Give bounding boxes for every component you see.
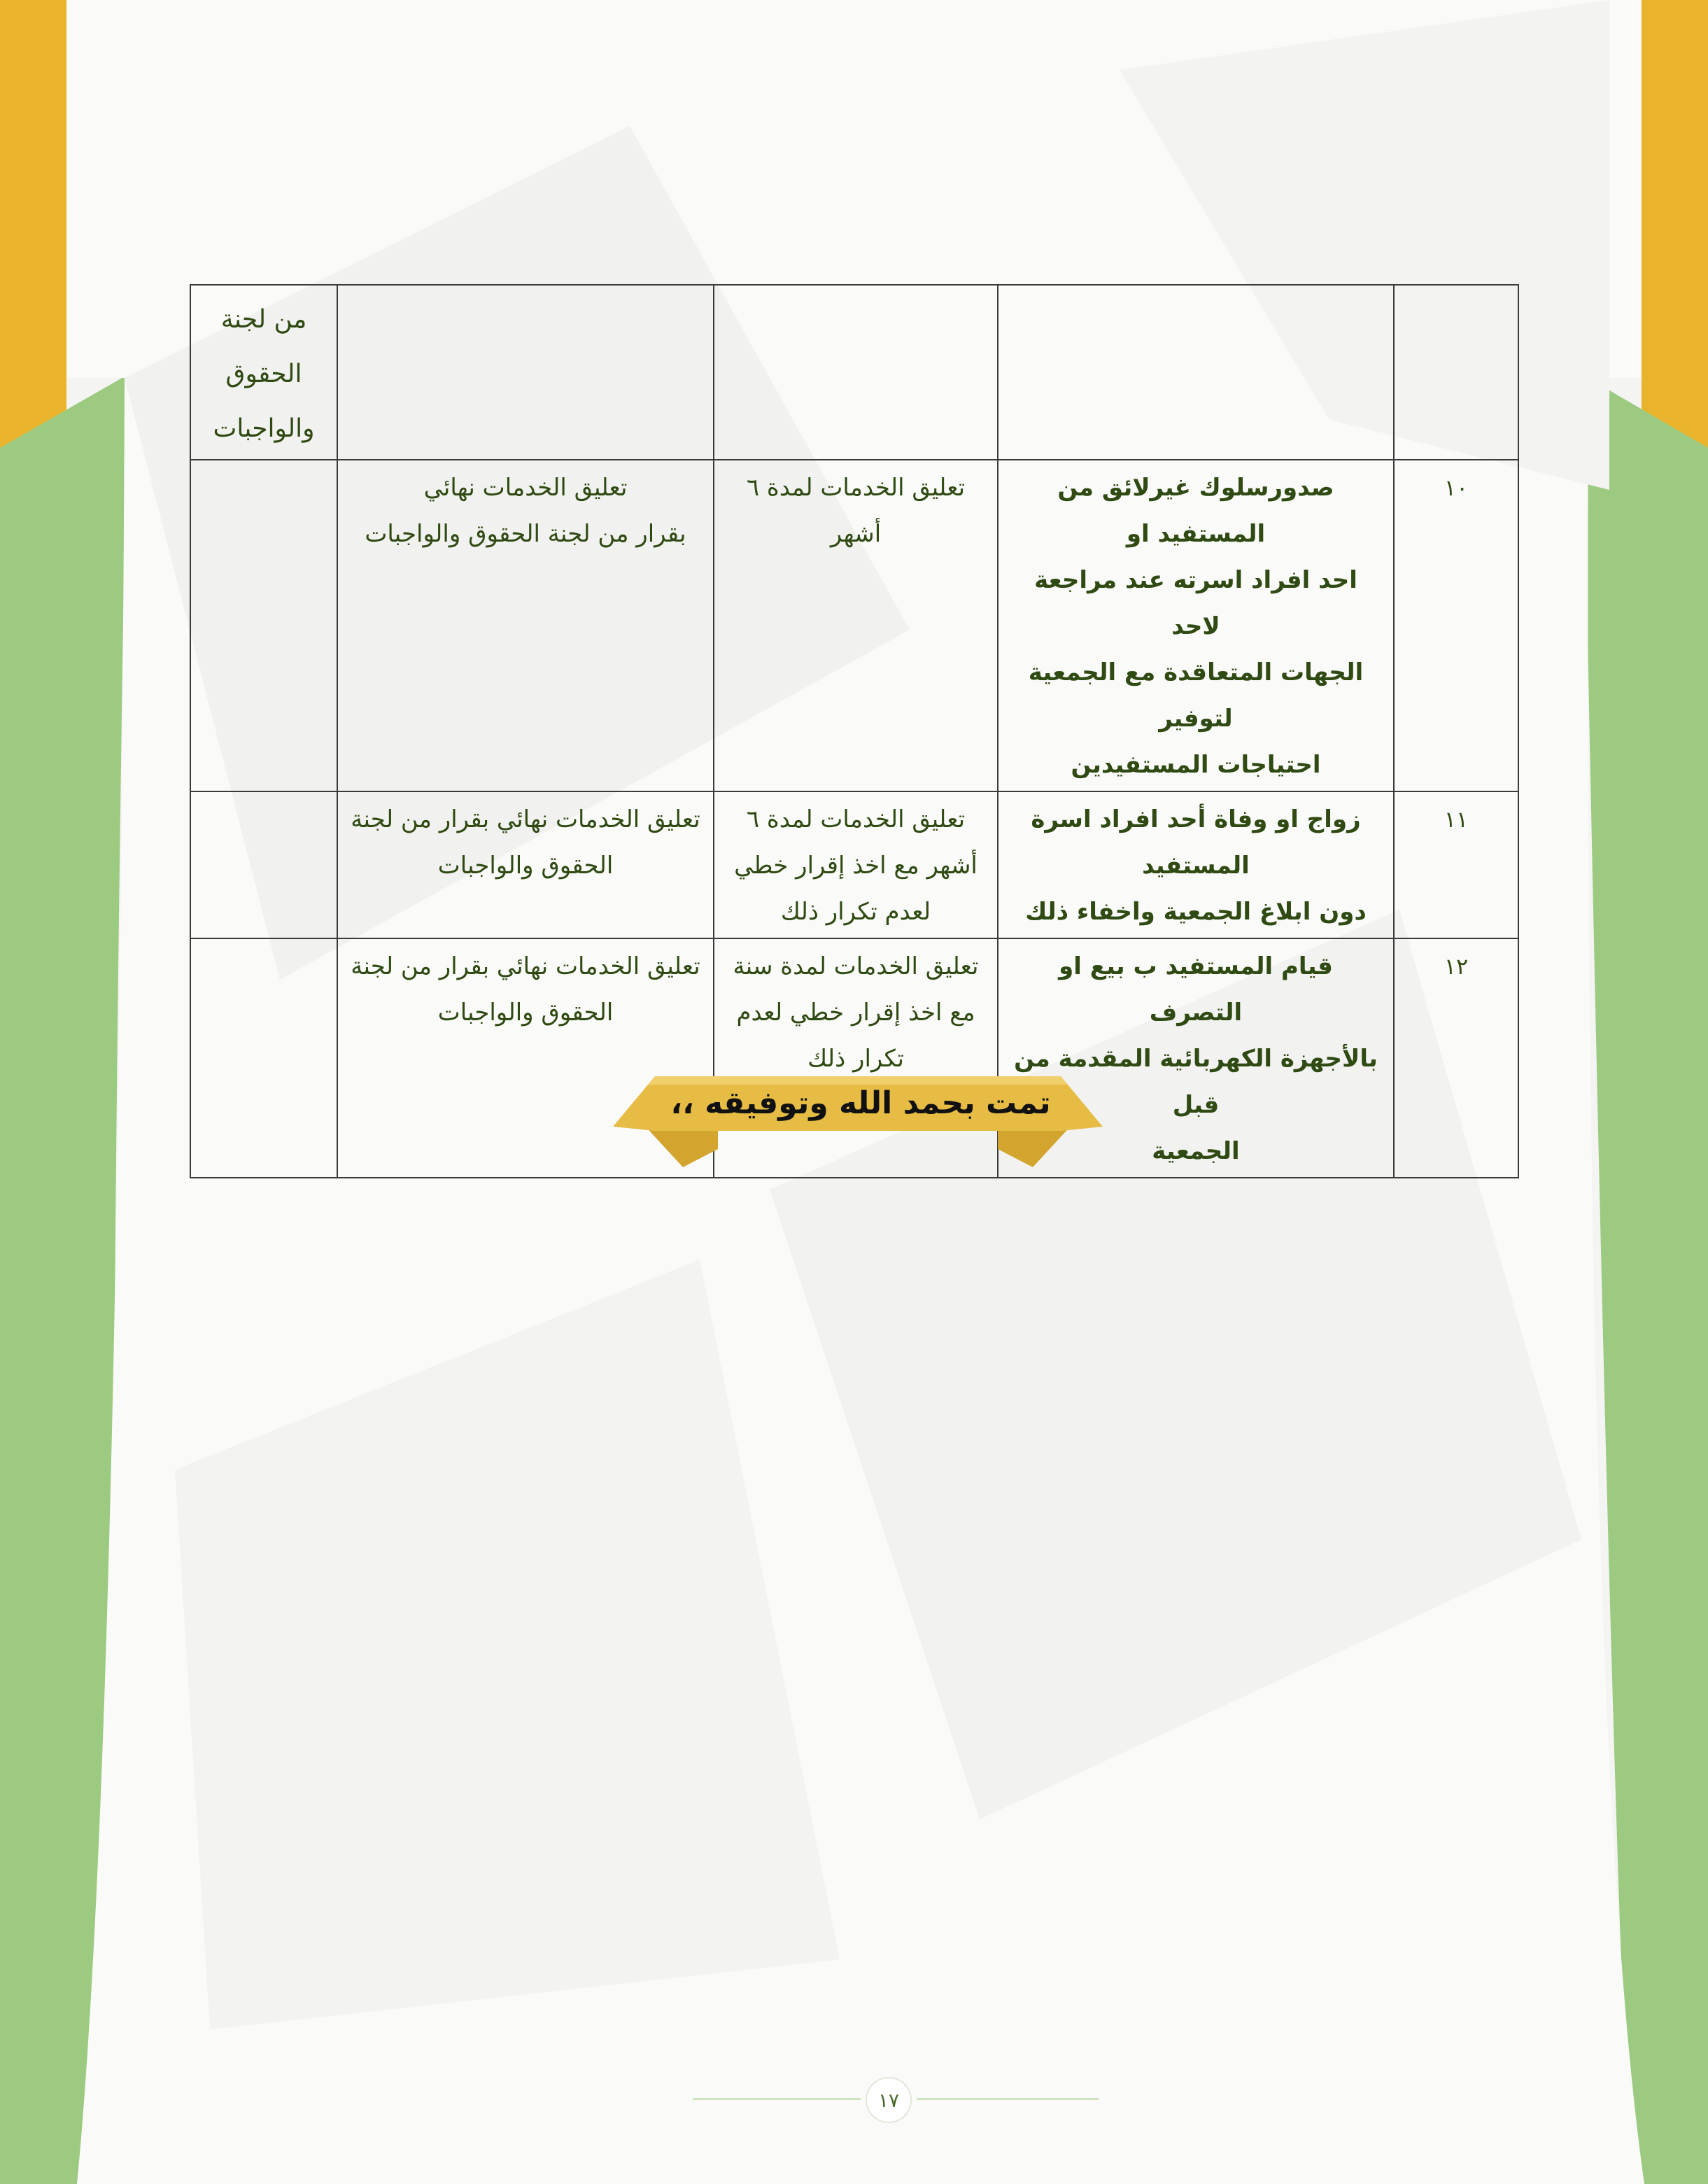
- notes-line: الحقوق: [225, 360, 302, 388]
- violation-cell: [998, 791, 1394, 938]
- table-row: [190, 285, 1518, 460]
- row-number-cell: ١١: [1394, 791, 1518, 938]
- notes-cell: [190, 938, 337, 1178]
- repeat-penalty-cell: [337, 285, 714, 460]
- violation-line: دون ابلاغ الجمعية واخفاء ذلك: [1025, 898, 1367, 926]
- violation-cell: [998, 285, 1394, 460]
- penalties-table: [190, 284, 1519, 1178]
- violation-line: قيام المستفيد ب بيع او التصرف: [1059, 952, 1333, 1027]
- first-penalty-line: تكرار ذلك: [807, 1045, 904, 1073]
- repeat-penalty-line: بقرار من لجنة الحقوق والواجبات: [365, 520, 686, 548]
- page-number: ١٧: [866, 2077, 912, 2123]
- notes-cell: [190, 791, 337, 938]
- footer-divider-right: [693, 2098, 861, 2100]
- footer-divider-left: [917, 2098, 1099, 2100]
- row-number-cell: [1394, 285, 1518, 460]
- notes-cell: [190, 460, 337, 791]
- repeat-penalty-cell: [337, 791, 714, 938]
- repeat-penalty-cell: [337, 460, 714, 791]
- violation-cell: [998, 460, 1394, 791]
- notes-cell: [190, 285, 337, 460]
- violation-line: الجهات المتعاقدة مع الجمعية لتوفير: [1028, 658, 1364, 733]
- repeat-penalty-line: تعليق الخدمات نهائي: [423, 474, 628, 502]
- left-yellow-strip: [0, 0, 66, 462]
- first-penalty-cell: [714, 791, 998, 938]
- repeat-penalty-line: تعليق الخدمات نهائي بقرار من لجنة: [351, 805, 700, 833]
- violation-line: زواج او وفاة أحد افراد اسرة المستفيد: [1031, 805, 1361, 880]
- row-number-cell: ١٠: [1394, 460, 1518, 791]
- right-yellow-strip: [1642, 0, 1708, 462]
- violation-line: احتياجات المستفيدين: [1071, 751, 1321, 779]
- first-penalty-line: تعليق الخدمات لمدة سنة: [733, 952, 979, 980]
- repeat-penalty-line: الحقوق والواجبات: [437, 852, 614, 880]
- first-penalty-line: أشهر: [830, 520, 882, 548]
- table-row: [190, 460, 1518, 791]
- violation-line: الجمعية: [1152, 1137, 1240, 1165]
- row-number-cell: ١٢: [1394, 938, 1518, 1178]
- notes-line: والواجبات: [213, 414, 315, 443]
- first-penalty-cell: [714, 285, 998, 460]
- first-penalty-cell: [714, 460, 998, 791]
- first-penalty-line: تعليق الخدمات لمدة ٦: [746, 474, 966, 502]
- closing-text: تمت بحمد الله وتوفيقه ،،: [670, 1085, 1051, 1121]
- first-penalty-line: تعليق الخدمات لمدة ٦: [746, 805, 966, 833]
- repeat-penalty-line: الحقوق والواجبات: [437, 999, 614, 1027]
- first-penalty-line: مع اخذ إقرار خطي لعدم: [736, 999, 975, 1027]
- repeat-penalty-line: تعليق الخدمات نهائي بقرار من لجنة: [351, 952, 700, 980]
- violation-line: صدورسلوك غيرلائق من المستفيد او: [1057, 474, 1334, 548]
- violation-line: بالأجهزة الكهربائية المقدمة من قبل: [1014, 1045, 1378, 1119]
- table-row: [190, 791, 1518, 938]
- first-penalty-line: لعدم تكرار ذلك: [780, 898, 931, 926]
- first-penalty-line: أشهر مع اخذ إقرار خطي: [734, 852, 977, 880]
- notes-line: من لجنة: [220, 305, 307, 334]
- violation-line: احد افراد اسرته عند مراجعة لاحد: [1034, 566, 1357, 640]
